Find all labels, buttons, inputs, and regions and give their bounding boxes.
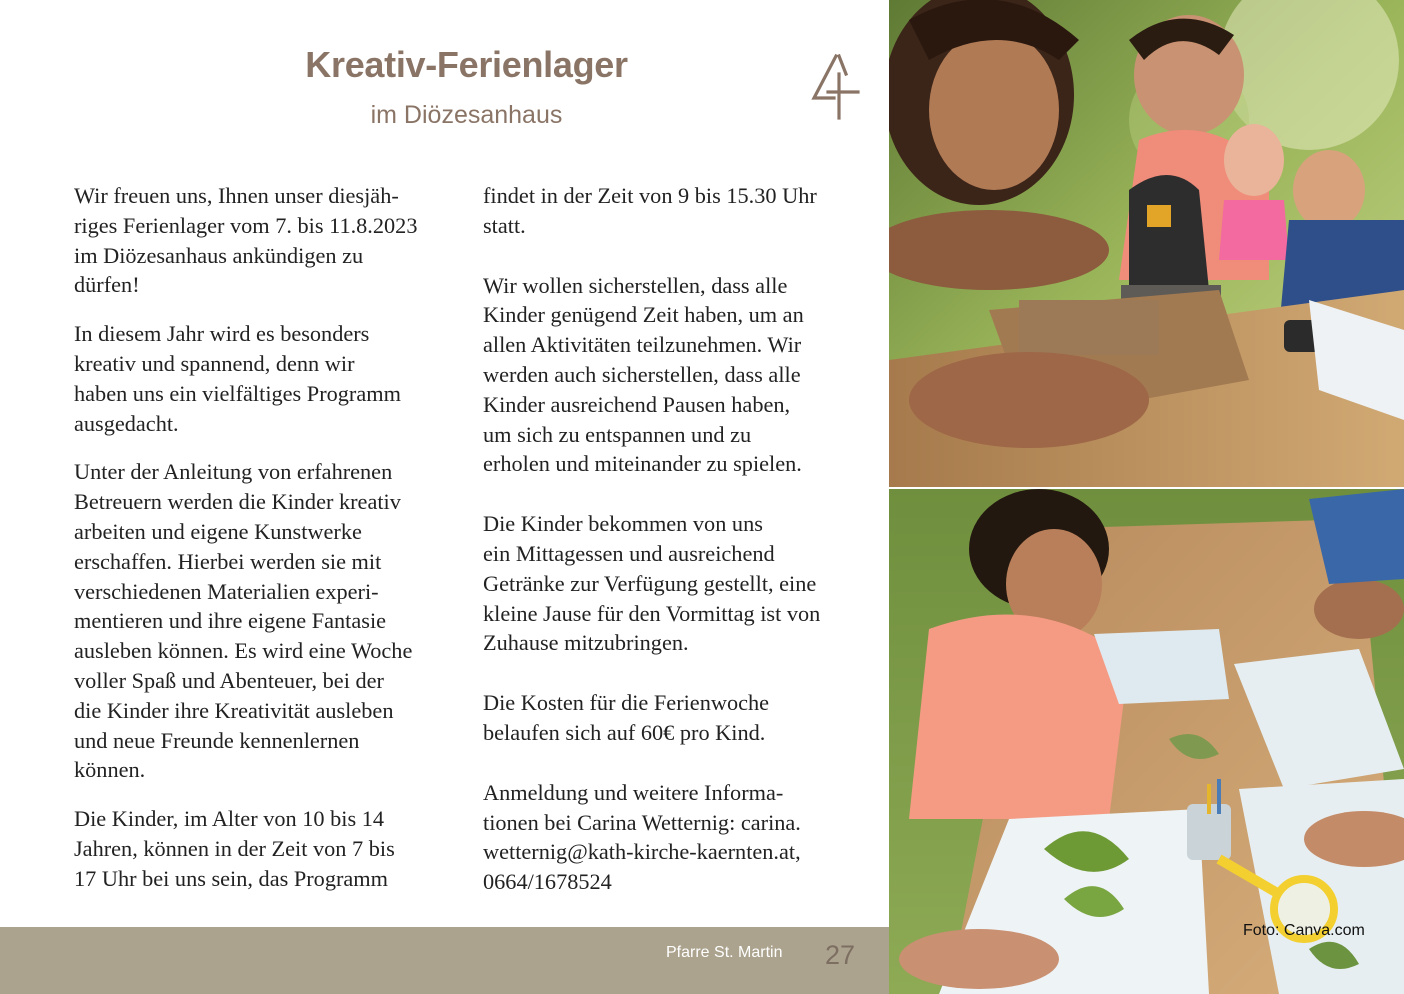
- body-text-line: Unter der Anleitung von erfahrenen: [74, 459, 393, 485]
- body-text-line: Kinder genügend Zeit haben, um an: [483, 302, 804, 328]
- body-text-line: Die Kinder, im Alter von 10 bis 14: [74, 806, 384, 832]
- body-text-line: die Kinder ihre Kreativität ausleben: [74, 697, 394, 723]
- body-text-line: Wir wollen sicherstellen, dass alle: [483, 272, 788, 298]
- body-text-line: Zuhause mitzubringen.: [483, 630, 689, 656]
- body-text-line: ausleben können. Es wird eine Woche: [74, 638, 413, 664]
- body-text-line: mentieren und ihre eigene Fantasie: [74, 608, 387, 634]
- body-text-line: voller Spaß und Abenteuer, bei der: [74, 667, 384, 693]
- body-text-line: haben uns ein vielfältiges Programm: [74, 380, 401, 406]
- body-text-line: Kinder ausreichend Pausen haben,: [483, 391, 791, 417]
- body-text-line: Wir freuen uns, Ihnen unser diesjäh-: [74, 183, 399, 208]
- body-text-line: Anmeldung und weitere Informa-: [483, 779, 784, 805]
- body-text-line: Jahren, können in der Zeit von 7 bis: [74, 835, 395, 861]
- cross-four-icon: [806, 52, 864, 122]
- body-text-line: Betreuern werden die Kinder kreativ: [74, 489, 401, 515]
- body-text-line: Die Kosten für die Ferienwoche: [483, 690, 770, 716]
- body-text-line: belaufen sich auf 60€ pro Kind.: [483, 719, 766, 745]
- body-text-line: können.: [74, 757, 146, 783]
- page-title: Kreativ-Ferienlager: [305, 44, 628, 85]
- photo-sanding-kids: [889, 0, 1404, 487]
- page-number: 27: [825, 940, 856, 970]
- body-text-line: 17 Uhr bei uns sein, das Programm: [74, 865, 388, 891]
- body-text-line: erholen und miteinander zu spielen.: [483, 451, 802, 477]
- body-text-line: allen Aktivitäten teilzunehmen. Wir: [483, 332, 802, 358]
- body-text-line: findet in der Zeit von 9 bis 15.30 Uhr: [483, 183, 817, 208]
- footer-parish-name: Pfarre St. Martin: [666, 944, 783, 961]
- body-text-line: Die Kinder bekommen von uns: [483, 511, 763, 537]
- photo-drawing-kids: [889, 489, 1404, 994]
- body-text-line: tionen bei Carina Wetternig: carina.: [483, 809, 801, 835]
- body-text-line: erschaffen. Hierbei werden sie mit: [74, 548, 382, 574]
- body-text-line: riges Ferienlager vom 7. bis 11.8.2023: [74, 212, 418, 238]
- text-column-left: [74, 181, 454, 894]
- body-text-line: 0664/1678524: [483, 869, 612, 895]
- body-text-line: im Diözesanhaus ankündigen zu: [74, 242, 364, 268]
- body-text-line: Getränke zur Verfügung gestellt, eine: [483, 570, 817, 596]
- body-text-line: dürfen!: [74, 272, 140, 298]
- body-text-line: werden auch sicherstellen, dass alle: [483, 361, 801, 387]
- text-column-right: [483, 181, 863, 897]
- body-text-line: und neue Freunde kennenlernen: [74, 727, 360, 753]
- body-text-line: kleine Jause für den Vormittag ist von: [483, 600, 821, 626]
- body-text-line: In diesem Jahr wird es besonders: [74, 321, 370, 347]
- body-text-line: statt.: [483, 212, 526, 238]
- body-text-line: um sich zu entspannen und zu: [483, 421, 752, 447]
- body-text-line: verschiedenen Materialien experi-: [74, 578, 379, 604]
- photo-credit: Foto: Canva.com: [1243, 922, 1365, 939]
- body-text-line: arbeiten und eigene Kunstwerke: [74, 518, 362, 544]
- body-text-line: ausgedacht.: [74, 410, 179, 436]
- body-text-line: ein Mittagessen und ausreichend: [483, 540, 775, 566]
- page-subtitle: im Diözesanhaus: [370, 101, 563, 129]
- body-text-line: kreativ und spannend, denn wir: [74, 350, 355, 376]
- body-text-line: wetternig@kath-kirche-kaernten.at,: [483, 839, 801, 865]
